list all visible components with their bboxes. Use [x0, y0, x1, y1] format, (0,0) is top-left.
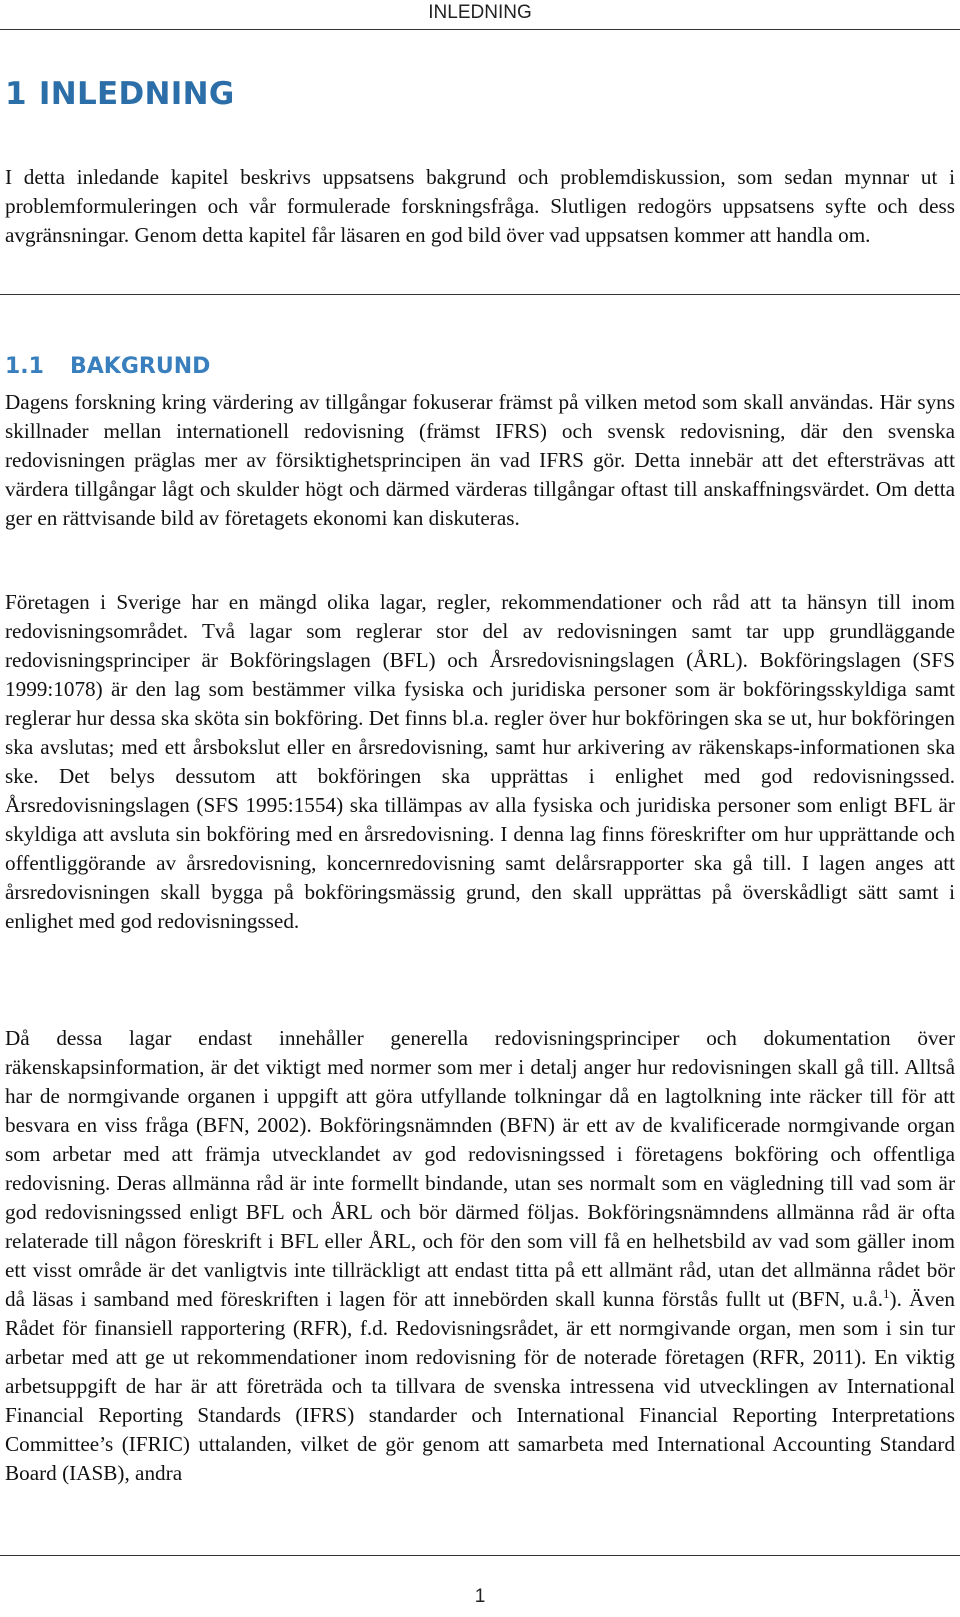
- paragraph-3-text-b: ). Även Rådet för finansiell rapportering (RFR), f.d. Redovisningsrådet, är ett normgivande organ, men som i sin tur arbetar med att ge ut rekommendationer inom redovisning för de noterade företagen (RFR, 2011). En viktig arbetsuppgift de har är att företräda och ta tillvara de svenska intressena vid utvecklingen av International Financial Reporting Standards (IFRS) standarder och International Financial Reporting Interpretations Committee’s (IFRIC) uttalanden, vilket de gör genom att samarbeta med International Accounting Standard Board (IASB), andra: [5, 1287, 956, 1485]
- chapter-number: 1: [5, 76, 27, 112]
- section-number: 1.1: [5, 354, 44, 379]
- intro-paragraph: I detta inledande kapitel beskrivs uppsatsens bakgrund och problemdiskussion, som sedan mynnar ut i problemformuleringen och vår formulerade forskningsfråga. Slutligen redogörs uppsatsens syfte och dess avgränsningar. Genom detta kapitel får läsaren en god bild över vad uppsatsen kommer att handla om.: [5, 165, 955, 247]
- body-paragraph-1: Dagens forskning kring värdering av tillgångar fokuserar främst på vilken metod som skall användas. Här syns skillnader mellan internationell redovisning (främst IFRS) och svensk redovisning, där den svenska redovisningen präglas mer av försiktighetsprincipen än vad IFRS gör. Detta innebär att det eftersträvas att värdera tillgångar lågt och skulder högt och därmed värderas tillgångar oftast till anskaffningsvärdet. Om detta ger en rättvisande bild av företagets ekonomi kan diskuteras.: [5, 390, 955, 530]
- footer-rule: [0, 1555, 960, 1556]
- running-header: INLEDNING: [428, 2, 532, 23]
- header-rule: [0, 29, 960, 30]
- chapter-title-text: INLEDNING: [38, 76, 235, 112]
- section-heading: [5, 354, 210, 379]
- section-title-text: BAKGRUND: [69, 354, 211, 379]
- intro-rule: [0, 294, 960, 295]
- paragraph-3-text-a: Då dessa lagar endast innehåller generella redovisningsprinciper och dokumentation över räkenskapsinformation, är det viktigt med normer som mer i detalj anger hur redovisningen skall gå till. Alltså har de normgivande organen i uppgift att göra utfyllande tolkningar då en lagtolkning inte räcker till för att besvara en viss fråga (BFN, 2002). Bokföringsnämnden (BFN) är ett av de kvalificerade normgivande organ som arbetar med att främja utvecklandet av god redovisningssed i företagens bokföring och offentliga redovisning. Deras allmänna råd är inte formellt bindande, utan ses normalt som en vägledning till vad som är god redovisningssed enligt BFL och ÅRL och bör därmed följas. Bokföringsnämndens allmänna råd är ofta relaterade till någon föreskrift i BFL eller ÅRL, och för den som vill få en helhetsbild av vad som gäller inom ett visst område är det vanligtvis inte tillräckligt att endast titta på ett allmänt råd, utan det allmänna rådet bör då läsas i samband med föreskriften i lagen för att innebörden skall kunna förstås fullt ut (BFN, u.å.: [5, 1026, 955, 1311]
- footnote-marker[interactable]: 1: [883, 1285, 890, 1301]
- body-paragraph-3: [5, 1024, 955, 1488]
- chapter-title: [5, 76, 235, 112]
- body-paragraph-2: Företagen i Sverige har en mängd olika lagar, regler, rekommendationer och råd att ta hänsyn till inom redovisningsområdet. Två lagar som reglerar stor del av redovisningen samt tar upp grundläggande redovisningsprinciper är Bokföringslagen (BFL) och Årsredovisningslagen (ÅRL). Bokföringslagen (SFS 1999:1078) är den lag som bestämmer vilka fysiska och juridiska personer som är bokföringsskyldiga samt reglerar hur dessa ska sköta sin bokföring. Det finns bl.a. regler över hur bokföringen ska se ut, hur bokföringen ska avslutas; med ett årsbokslut eller en årsredovisning, samt hur arkivering av räkenskaps-informationen ska ske. Det belys dessutom att bokföringen ska upprättas i enlighet med god redovisningssed. Årsredovisningslagen (SFS 1995:1554) ska tillämpas av alla fysiska och juridiska personer som enligt BFL är skyldiga att avsluta sin bokföring med en årsredovisning. I denna lag finns föreskrifter om hur upprättande och offentliggörande av årsredovisning, koncernredovisning samt delårsrapporter ska gå till. I lagen anges att årsredovisningen skall bygga på bokföringsmässig grund, den skall upprättas på överskådligt sätt samt i enlighet med god redovisningssed.: [5, 590, 955, 933]
- page-number: 1: [474, 1586, 486, 1607]
